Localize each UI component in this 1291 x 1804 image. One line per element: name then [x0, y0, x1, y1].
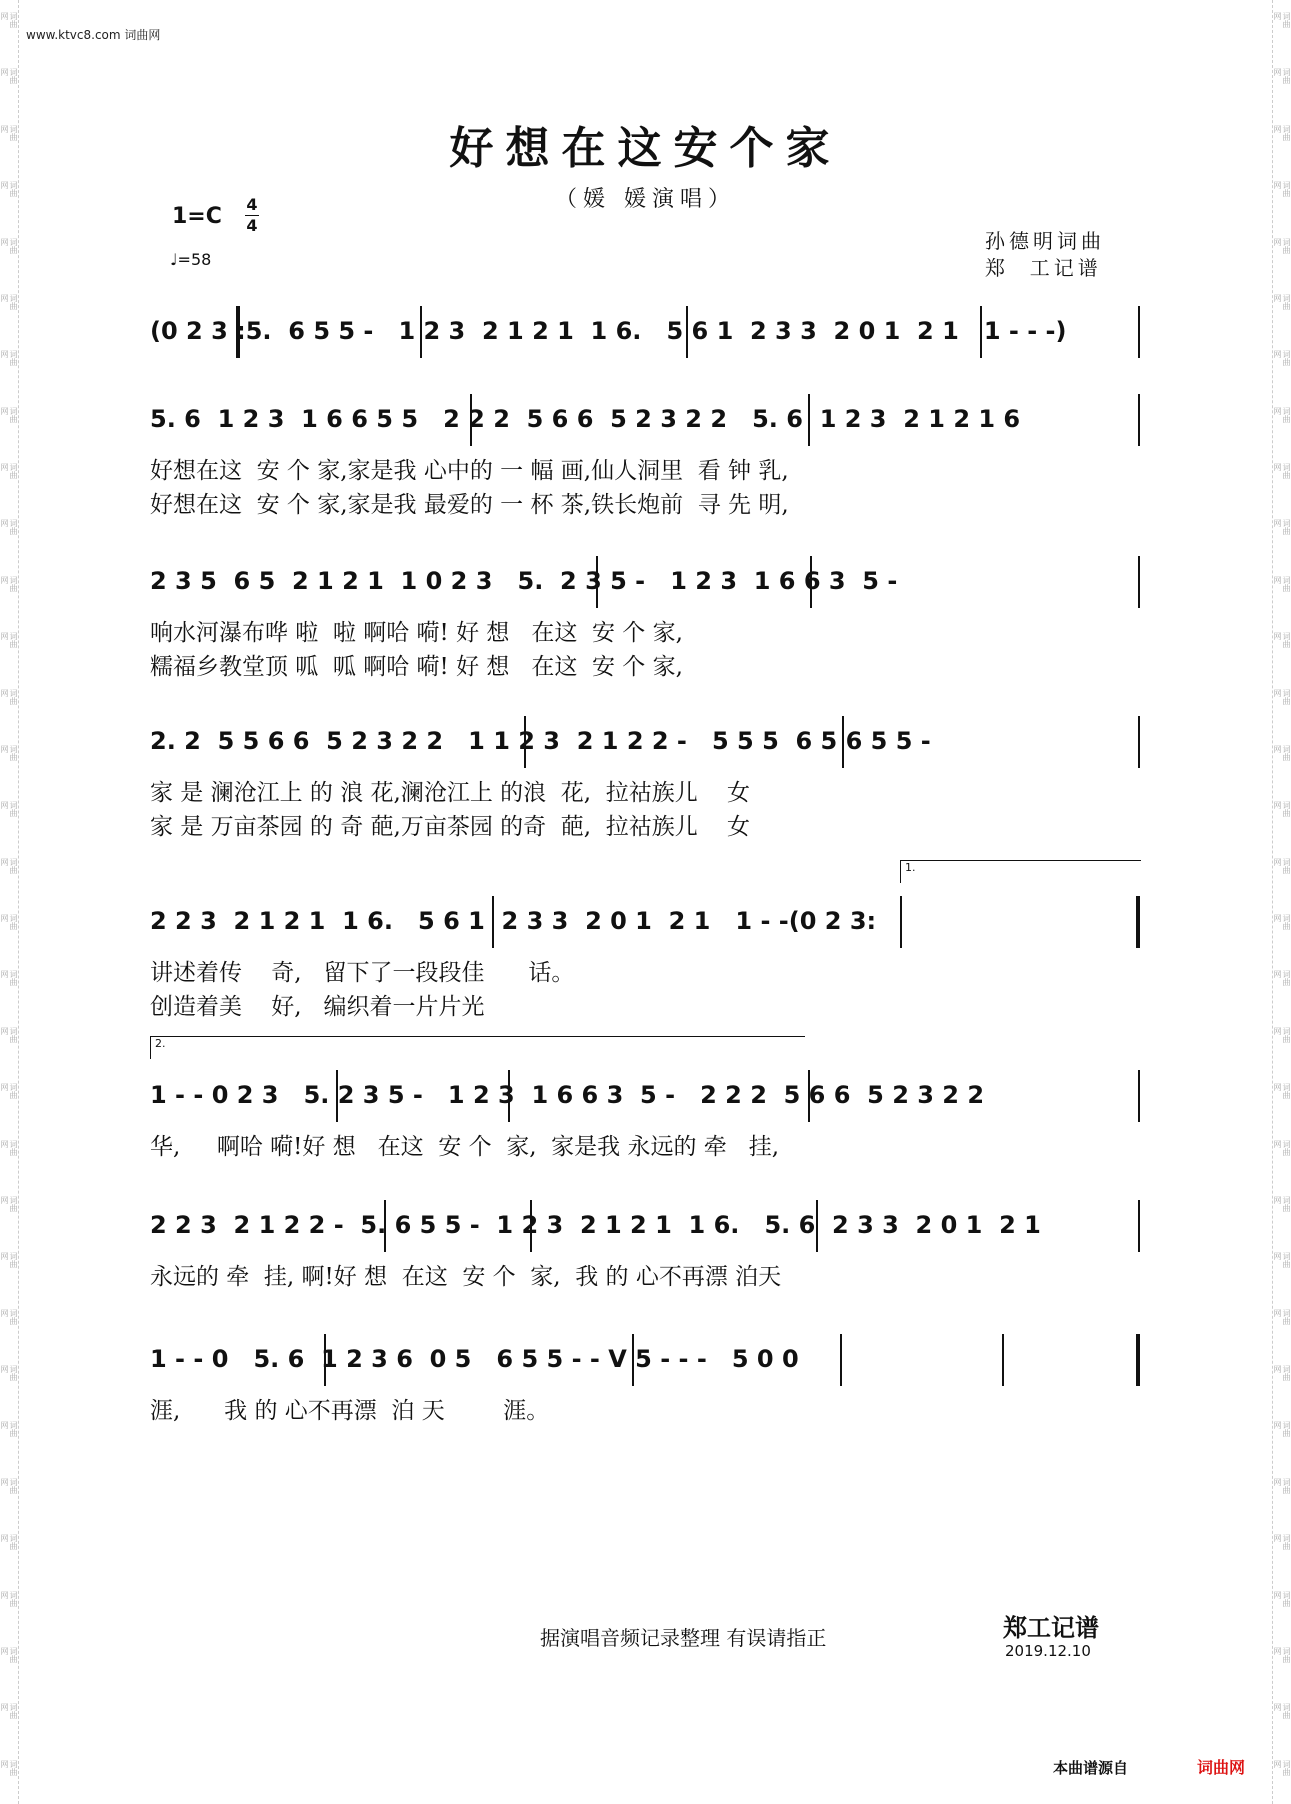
watermark-text: 词曲网	[1273, 801, 1291, 818]
watermark-text: 词曲网	[1273, 970, 1291, 987]
watermark-text: 词曲网	[1273, 1590, 1291, 1607]
notation-line: 2 3 5 6 5 2 1 2 1 1 0 2 3 5. 2 3 5 - 1 2 3 1 6 6 3 5 -	[150, 567, 898, 595]
watermark-text: 词曲网	[0, 1590, 18, 1607]
watermark-text: 词曲网	[1273, 1026, 1291, 1043]
watermark-text: 词曲网	[1273, 181, 1291, 198]
barline	[508, 1070, 510, 1122]
first-ending-bracket: 1.	[900, 860, 1141, 883]
watermark-text: 词曲网	[0, 463, 18, 479]
barline	[900, 896, 902, 948]
watermark-text: 词曲网	[0, 1139, 18, 1156]
watermark-text: 词曲网	[0, 1646, 18, 1663]
barline	[840, 1334, 842, 1386]
watermark-text: 词曲网	[1273, 1083, 1291, 1100]
time-signature	[245, 196, 259, 235]
barline	[420, 306, 422, 358]
watermark-text: 词曲网	[0, 1703, 18, 1720]
final-barline	[1136, 1334, 1140, 1386]
watermark-text: 词曲网	[0, 688, 18, 705]
lyric-verse-2: 创造着美 好, 编织着一片片光	[150, 994, 485, 1020]
lyric-verse-2: 好想在这 安 个 家,家是我 最爱的 一 杯 茶,铁长炮前 寻 先 明,	[150, 492, 789, 518]
watermark-text: 词曲网	[1273, 1534, 1291, 1551]
notation-line: 5. 6 1 2 3 1 6 6 5 5 2 2 2 5 6 6 5 2 3 2 2 5. 6 1 2 3 2 1 2 1 6	[150, 405, 1021, 433]
lyric-verse-1: 家 是 澜沧江上 的 浪 花,澜沧江上 的浪 花, 拉祜族儿 女	[150, 780, 750, 806]
watermark-text: 词曲网	[0, 406, 18, 423]
barline	[530, 1200, 532, 1252]
watermark-text: 词曲网	[1273, 1421, 1291, 1438]
barline	[842, 716, 844, 768]
watermark-text: 词曲网	[1273, 1703, 1291, 1720]
site-url: www.ktvc8.com 词曲网	[26, 28, 161, 42]
notation-line: 1 - - 0 5. 6 1 2 3 6 0 5 6 5 5 - - V 5 - - - 5 0 0	[150, 1345, 799, 1373]
barline	[808, 394, 810, 446]
second-ending-bracket: 2.	[150, 1036, 805, 1059]
watermark-text: 词曲网	[1273, 1365, 1291, 1381]
tempo-marking: ♩=58	[170, 250, 212, 269]
barline	[470, 394, 472, 446]
barline	[808, 1070, 810, 1122]
watermark-text: 词曲网	[0, 575, 18, 592]
watermark-text: 词曲网	[1273, 68, 1291, 85]
lyric-line: 永远的 牵 挂, 啊!好 想 在这 安 个 家, 我 的 心不再漂 泊天	[150, 1264, 782, 1290]
barline	[1138, 306, 1140, 358]
key-signature: 1=C	[172, 204, 222, 229]
watermark-text: 词曲网	[0, 519, 18, 536]
watermark-text: 词曲网	[0, 857, 18, 874]
credits	[985, 228, 1105, 282]
watermark-text: 词曲网	[0, 632, 18, 649]
barline	[1138, 716, 1140, 768]
watermark-text: 词曲网	[1273, 575, 1291, 592]
credit-transcriber: 郑 工记谱	[985, 256, 1102, 280]
watermark-text: 词曲网	[1273, 1646, 1291, 1663]
watermark-text: 词曲网	[1273, 1195, 1291, 1212]
repeat-barline	[236, 306, 240, 358]
watermark-text: 词曲网	[1273, 914, 1291, 930]
watermark-text: 词曲网	[0, 1252, 18, 1269]
watermark-text: 词曲网	[1273, 1308, 1291, 1325]
notation-line: 2 2 3 2 1 2 2 - 5. 6 5 5 - 1 2 3 2 1 2 1 1 6. 5. 6 2 3 3 2 0 1 2 1	[150, 1211, 1041, 1239]
barline	[1138, 1070, 1140, 1122]
barline	[1002, 1334, 1004, 1386]
source-label: 本曲谱源自	[1053, 1759, 1129, 1777]
song-subtitle: （媛 媛演唱）	[555, 187, 736, 212]
barline	[632, 1334, 634, 1386]
left-watermark-strip	[0, 0, 19, 1804]
watermark-text: 词曲网	[1273, 1759, 1291, 1776]
watermark-text: 词曲网	[1273, 237, 1291, 254]
song-title: 好想在这安个家	[449, 123, 842, 174]
notation-line: 1 - - 0 2 3 5. 2 3 5 - 1 2 3 1 6 6 3 5 - 2 2 2 5 6 6 5 2 3 2 2	[150, 1081, 985, 1109]
watermark-text: 词曲网	[0, 350, 18, 367]
watermark-text: 词曲网	[1273, 632, 1291, 649]
watermark-text: 词曲网	[0, 1365, 18, 1381]
barline	[324, 1334, 326, 1386]
watermark-text: 词曲网	[0, 237, 18, 254]
watermark-text: 词曲网	[0, 293, 18, 310]
watermark-text: 词曲网	[0, 68, 18, 85]
barline	[810, 556, 812, 608]
barline	[384, 1200, 386, 1252]
watermark-text: 词曲网	[1273, 293, 1291, 310]
notation-line: 2. 2 5 5 6 6 5 2 3 2 2 1 1 2 3 2 1 2 2 - 5 5 5 6 5 6 5 5 -	[150, 727, 931, 755]
barline	[336, 1070, 338, 1122]
barline	[980, 306, 982, 358]
lyric-verse-1: 讲述着传 奇, 留下了一段段佳 话。	[150, 960, 575, 986]
watermark-text: 词曲网	[0, 12, 18, 28]
watermark-text: 词曲网	[1273, 350, 1291, 367]
watermark-text: 词曲网	[0, 1026, 18, 1043]
watermark-text: 词曲网	[1273, 463, 1291, 479]
watermark-text: 词曲网	[0, 1308, 18, 1325]
barline	[1138, 556, 1140, 608]
lyric-line: 涯, 我 的 心不再漂 泊 天 涯。	[150, 1398, 550, 1424]
barline	[1138, 1200, 1140, 1252]
source-site-logo: 词曲网	[1197, 1758, 1246, 1777]
transcription-note: 据演唱音频记录整理 有误请指正	[540, 1626, 827, 1650]
watermark-text: 词曲网	[1273, 688, 1291, 705]
barline	[524, 716, 526, 768]
watermark-text: 词曲网	[1273, 744, 1291, 761]
lyric-verse-2: 糯福乡教堂顶 呱 呱 啊哈 嗬! 好 想 在这 安 个 家,	[150, 654, 683, 680]
lyric-line: 华, 啊哈 嗬!好 想 在这 安 个 家, 家是我 永远的 牵 挂,	[150, 1134, 780, 1160]
lyric-verse-1: 好想在这 安 个 家,家是我 心中的 一 幅 画,仙人洞里 看 钟 乳,	[150, 458, 789, 484]
watermark-text: 词曲网	[0, 970, 18, 987]
watermark-text: 词曲网	[0, 1421, 18, 1438]
watermark-text: 词曲网	[1273, 857, 1291, 874]
watermark-text: 词曲网	[1273, 406, 1291, 423]
watermark-text: 词曲网	[0, 124, 18, 141]
watermark-text: 词曲网	[1273, 1139, 1291, 1156]
watermark-text: 词曲网	[0, 1534, 18, 1551]
notation-line: (0 2 3 :5. 6 5 5 - 1 2 3 2 1 2 1 1 6. 5 6 1 2 3 3 2 0 1 2 1 1 - - -)	[150, 317, 1067, 345]
barline	[492, 896, 494, 948]
transcriber-stamp: 郑工记谱	[1003, 1614, 1099, 1642]
credit-composer: 孙德明词曲	[985, 229, 1105, 253]
barline	[816, 1200, 818, 1252]
time-signature-bottom: 4	[246, 216, 258, 235]
watermark-text: 词曲网	[0, 1477, 18, 1494]
barline	[1138, 394, 1140, 446]
transcription-date: 2019.12.10	[1005, 1642, 1091, 1660]
lyric-verse-1: 响水河瀑布哗 啦 啦 啊哈 嗬! 好 想 在这 安 个 家,	[150, 620, 683, 646]
right-watermark-strip	[1272, 0, 1291, 1804]
watermark-text: 词曲网	[0, 1083, 18, 1100]
repeat-end-barline	[1136, 896, 1140, 948]
barline	[596, 556, 598, 608]
watermark-text: 词曲网	[0, 1759, 18, 1776]
watermark-text: 词曲网	[1273, 12, 1291, 28]
watermark-text: 词曲网	[1273, 1477, 1291, 1494]
notation-line: 2 2 3 2 1 2 1 1 6. 5 6 1 2 3 3 2 0 1 2 1 1 - -(0 2 3:	[150, 907, 877, 935]
watermark-text: 词曲网	[0, 1195, 18, 1212]
time-signature-top: 4	[246, 195, 258, 214]
watermark-text: 词曲网	[1273, 519, 1291, 536]
watermark-text: 词曲网	[0, 181, 18, 198]
watermark-text: 词曲网	[0, 914, 18, 930]
watermark-text: 词曲网	[0, 801, 18, 818]
barline	[686, 306, 688, 358]
watermark-text: 词曲网	[1273, 1252, 1291, 1269]
watermark-text: 词曲网	[0, 744, 18, 761]
watermark-text: 词曲网	[1273, 124, 1291, 141]
lyric-verse-2: 家 是 万亩茶园 的 奇 葩,万亩茶园 的奇 葩, 拉祜族儿 女	[150, 814, 750, 840]
